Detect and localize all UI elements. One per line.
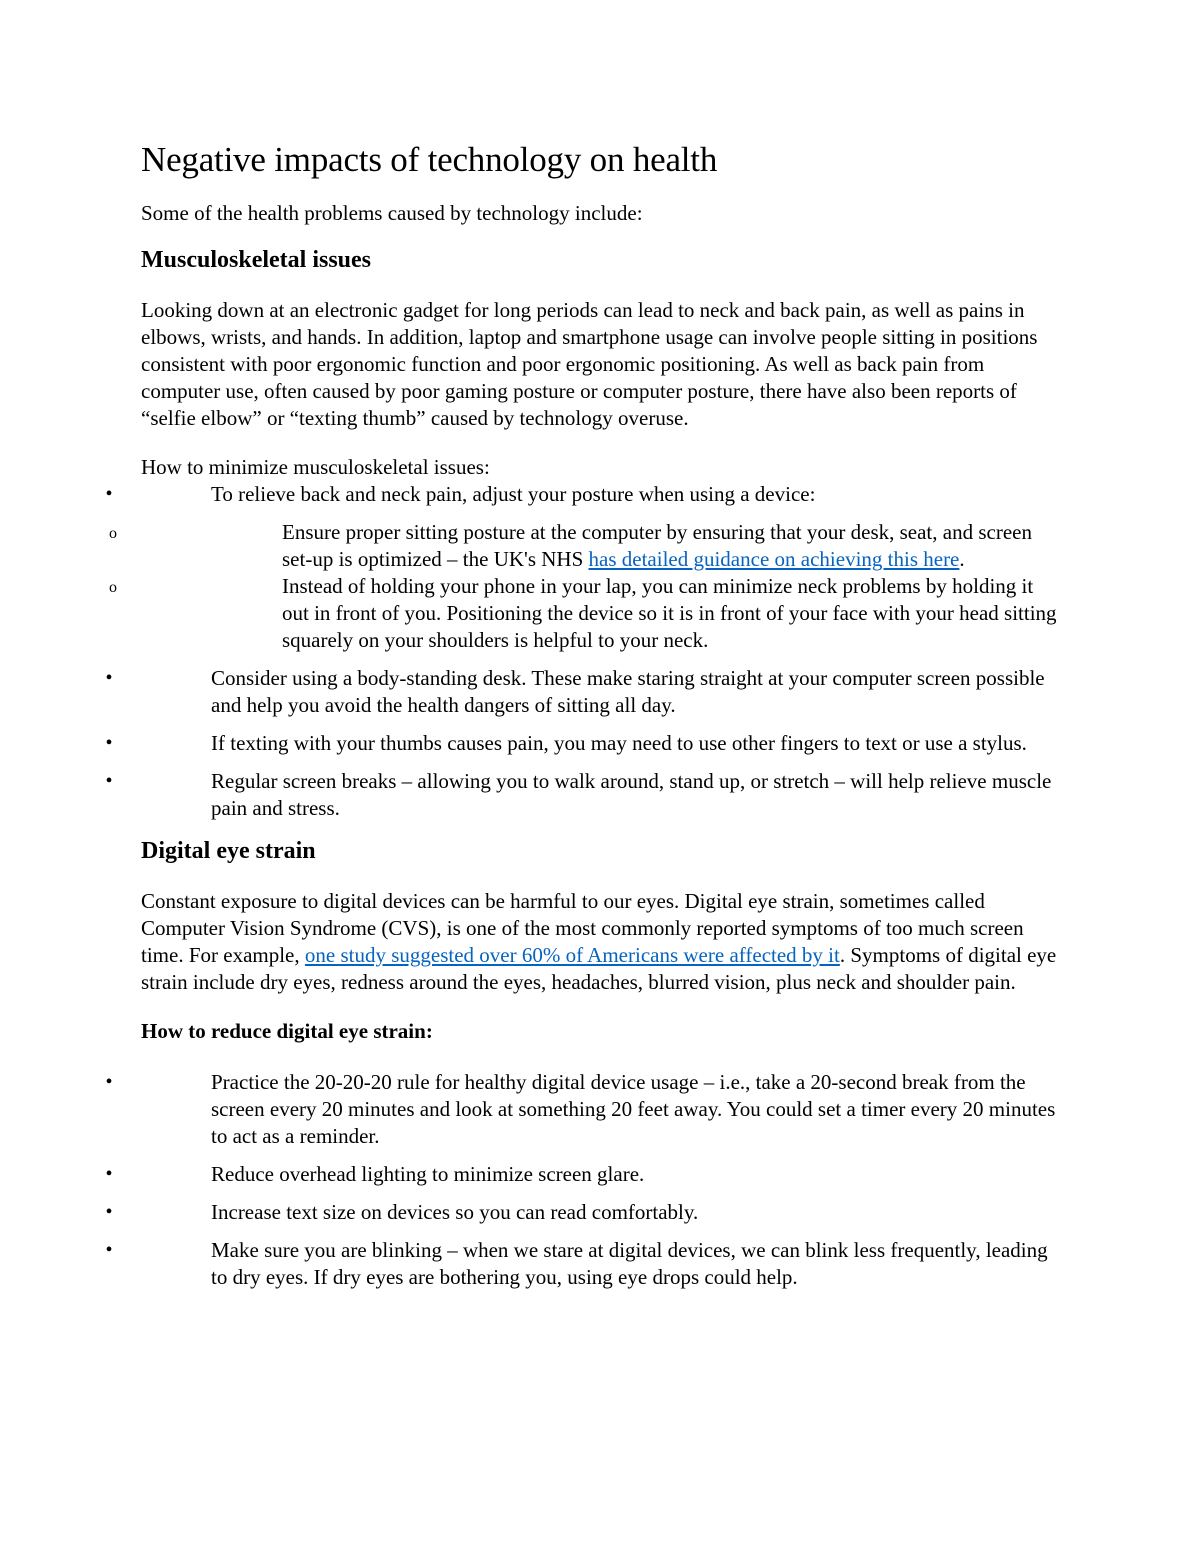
- americans-study-link[interactable]: one study suggested over 60% of Americans were affected by it: [304, 943, 840, 967]
- section-heading-digital-eye-strain: Digital eye strain: [141, 838, 316, 864]
- list-item-text: Increase text size on devices so you can read comfortably.: [211, 1200, 699, 1224]
- eye-strain-tips-list: [105, 1069, 1061, 1291]
- circle-marker: o: [109, 525, 117, 542]
- list-item-text: Practice the 20-20-20 rule for healthy digital device usage – i.e., take a 20-second break from the screen every 20 minutes and look at something 20 feet away. You could set a timer every 20 minutes to act as a reminder.: [211, 1070, 1056, 1148]
- intro-text: Some of the health problems caused by technology include:: [141, 201, 643, 225]
- musculoskeletal-tips-list: [105, 481, 1061, 822]
- list-item: [105, 665, 1061, 719]
- list-item-text: Reduce overhead lighting to minimize screen glare.: [211, 1162, 645, 1186]
- circle-marker: o: [109, 579, 117, 596]
- bullet-marker: •: [105, 1201, 113, 1223]
- bullet-marker: •: [105, 1163, 113, 1185]
- page-title: Negative impacts of technology on health: [141, 140, 718, 179]
- list-item: [105, 1237, 1061, 1291]
- bullet-marker: •: [105, 667, 113, 689]
- bullet-marker: •: [105, 1071, 113, 1093]
- list-item: [109, 519, 1061, 573]
- list-item-text: Ensure proper sitting posture at the computer by ensuring that your desk, seat, and screen set-up is optimized – the UK's NHS: [282, 520, 1032, 571]
- list-item: [105, 481, 1061, 508]
- section-heading-musculoskeletal: Musculoskeletal issues: [141, 247, 372, 273]
- bullet-marker: •: [105, 483, 113, 505]
- musculoskeletal-list-label: How to minimize musculoskeletal issues:: [141, 455, 490, 479]
- list-item: [105, 1199, 1061, 1226]
- eye-strain-text-end: . Symptoms of digital eye strain include dry eyes, redness around the eyes, headaches, blurred vision, plus neck and shoulder pain.: [141, 943, 1057, 994]
- list-item: [105, 1069, 1061, 1150]
- document-body: [105, 138, 1061, 1302]
- list-item: [109, 573, 1061, 654]
- bullet-marker: •: [105, 770, 113, 792]
- list-item-text: If texting with your thumbs causes pain, you may need to use other fingers to text or use a stylus.: [211, 731, 1027, 755]
- list-item: [105, 768, 1061, 822]
- list-item-text: Make sure you are blinking – when we stare at digital devices, we can blink less frequently, leading to dry eyes. If dry eyes are bothering you, using eye drops could help.: [211, 1238, 1048, 1289]
- nhs-guidance-link[interactable]: has detailed guidance on achieving this here: [588, 547, 960, 571]
- list-item-text: To relieve back and neck pain, adjust your posture when using a device:: [211, 482, 816, 506]
- eye-strain-text-start: Constant exposure to digital devices can be harmful to our eyes. Digital eye strain, sometimes called Computer Vision Syndrome (CVS), is one of the most commonly reported symptoms of too much screen time. For example,: [141, 889, 1024, 967]
- bullet-marker: •: [105, 1239, 113, 1261]
- eye-strain-paragraph: [141, 888, 1061, 996]
- list-item: [105, 730, 1061, 757]
- list-item-text: Consider using a body-standing desk. These make staring straight at your computer screen possible and help you avoid the health dangers of sitting all day.: [211, 666, 1045, 717]
- list-item-text: Regular screen breaks – allowing you to walk around, stand up, or stretch – will help relieve muscle pain and stress.: [211, 769, 1052, 820]
- eye-strain-subheading: How to reduce digital eye strain:: [141, 1019, 433, 1043]
- bullet-marker: •: [105, 732, 113, 754]
- list-item-text-end: .: [959, 547, 965, 571]
- list-item-text: Instead of holding your phone in your lap, you can minimize neck problems by holding it out in front of you. Positioning the device so it is in front of your face with your head sitting squarely on your shoulders is helpful to your neck.: [282, 574, 1057, 652]
- musculoskeletal-paragraph: Looking down at an electronic gadget for long periods can lead to neck and back pain, as well as pains in elbows, wrists, and hands. In addition, laptop and smartphone usage can involve people sitting in positions consistent with poor ergonomic function and poor ergonomic positioning. As well as back pain from computer use, often caused by poor gaming posture or computer posture, there have also been reports of “selfie elbow” or “texting thumb” caused by technology overuse.: [141, 298, 1038, 430]
- list-item: [105, 1161, 1061, 1188]
